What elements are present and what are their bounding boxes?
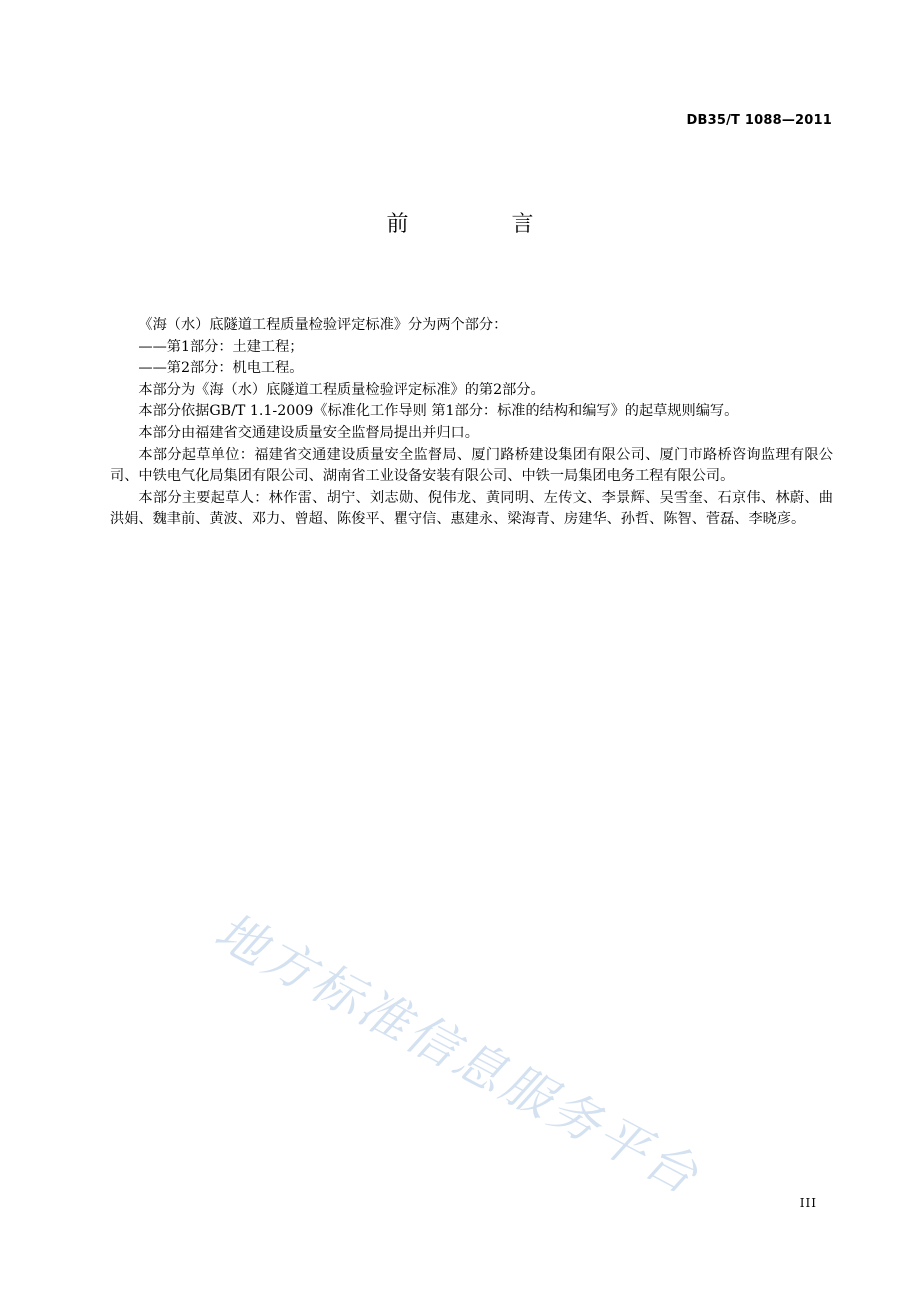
page-title: 前 言 [386,212,582,237]
paragraph-drafting-rules: 本部分依据GB/T 1.1-2009《标准化工作导则 第1部分：标准的结构和编写》的起草规则编写。 [138,403,739,420]
foreword-body [110,315,833,531]
paragraph-this-part: 本部分为《海（水）底隧道工程质量检验评定标准》的第2部分。 [138,381,545,398]
page-number: III [799,1196,817,1210]
paragraph-intro: 《海（水）底隧道工程质量检验评定标准》分为两个部分： [138,317,508,333]
paragraph-part-1: ——第1部分：土建工程； [138,338,304,355]
paragraph-drafters: 本部分主要起草人：林作雷、胡宁、刘志勋、倪伟龙、黄同明、左传文、李景辉、吴雪奎、石京伟、林蔚、曲洪娟、魏聿前、黄波、邓力、曾超、陈俊平、瞿守信、惠建永、梁海青、房建华、孙哲、陈智、菅磊、李晓彦。 [110,489,833,528]
paragraph-drafting-units: 本部分起草单位：福建省交通建设质量安全监督局、厦门路桥建设集团有限公司、厦门市路桥咨询监理有限公司、中铁电气化局集团有限公司、湖南省工业设备安装有限公司、中铁一局集团电务工程有限公司。 [110,446,833,485]
document-code: DB35/T 1088—2011 [686,113,832,128]
paragraph-part-2: ——第2部分：机电工程。 [138,360,304,377]
paragraph-proposer: 本部分由福建省交通建设质量安全监督局提出并归口。 [138,424,479,441]
watermark-text: 地方标准信息服务平台 [205,901,710,1207]
